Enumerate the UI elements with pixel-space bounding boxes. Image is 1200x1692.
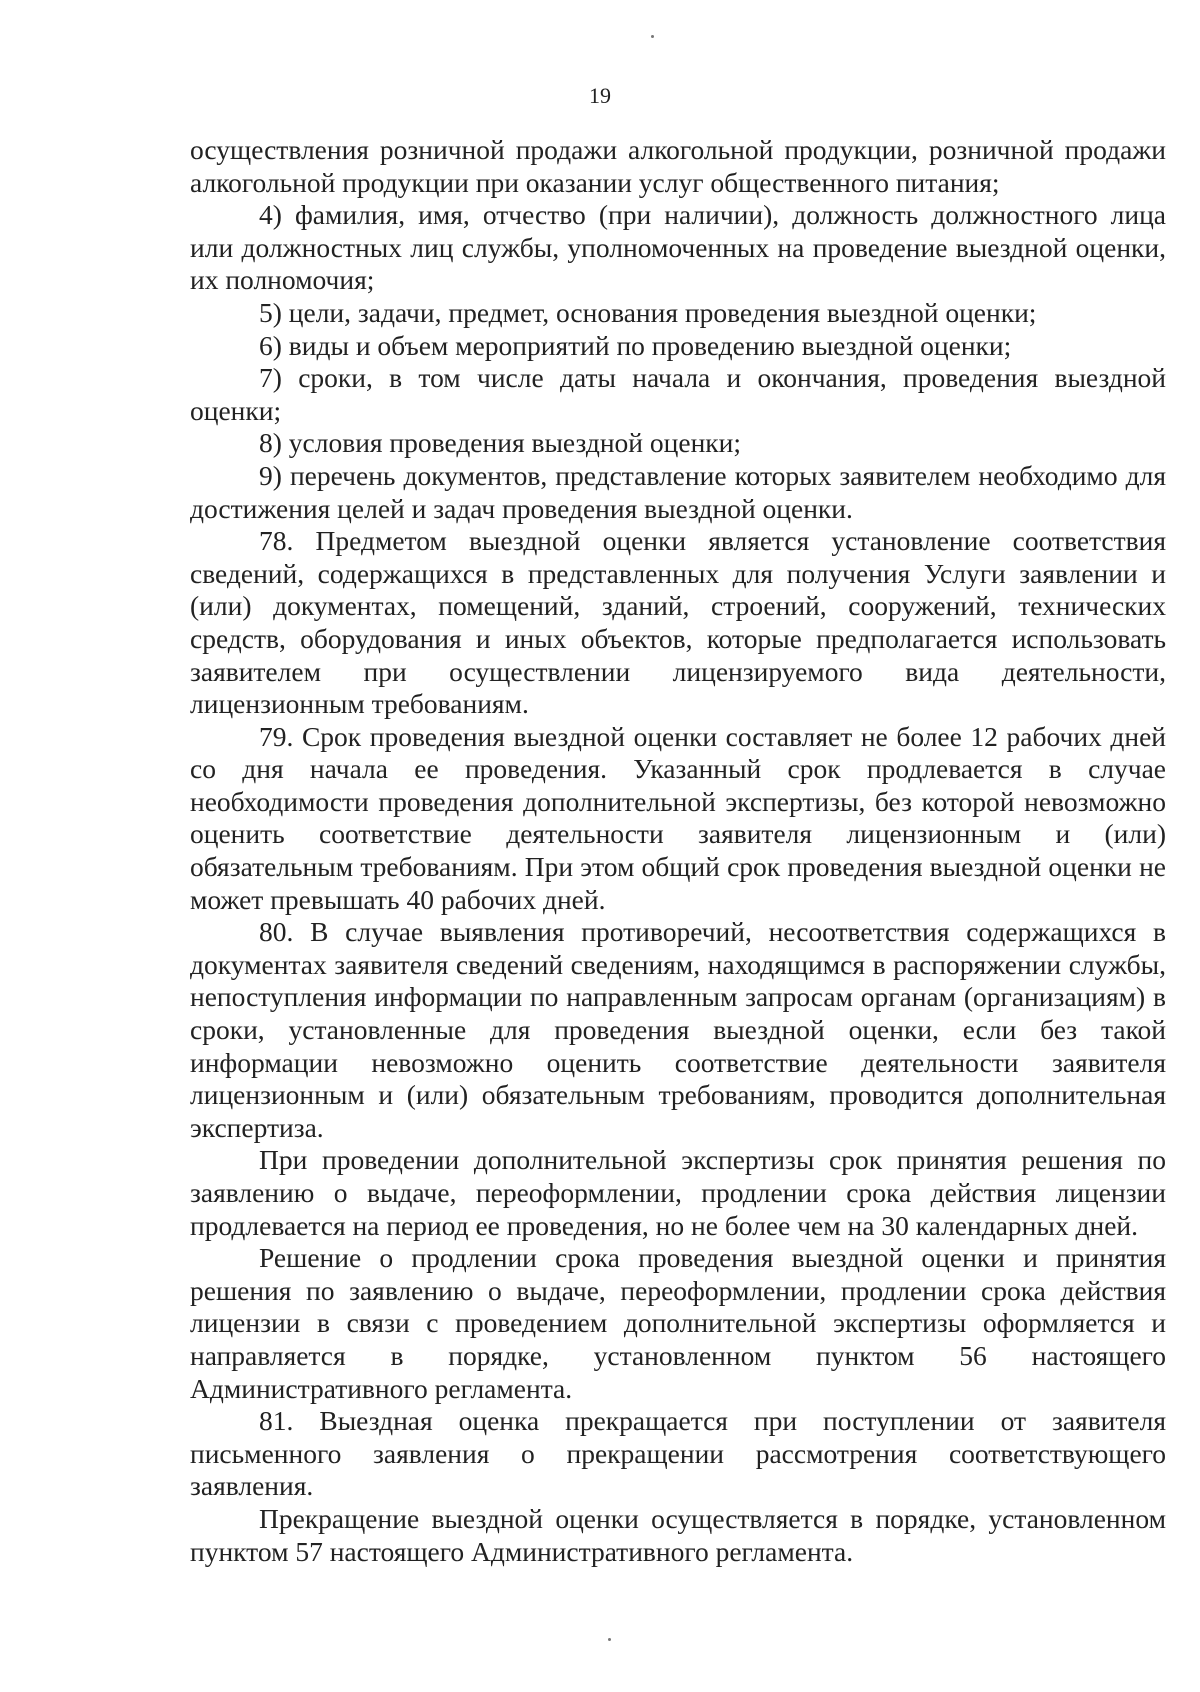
paragraph-80: 80. В случае выявления противоречий, несоответствия содержащихся в документах заявителя сведений сведениям, находящимся в распоряжении службы, непоступления информации по направленным запросам органам (организациям) в сроки, установленные для проведения выездной оценки, если без такой информации невозможно оценить соответствие деятельности заявителя лицензионным и (или) обязательным требованиям, проводится дополнительная экспертиза. [190,916,1166,1143]
list-item-5: 5) цели, задачи, предмет, основания проведения выездной оценки; [259,296,1037,328]
scan-speck [651,35,654,38]
scan-speck [608,1638,611,1641]
paragraph-81-termination: Прекращение выездной оценки осуществляется в порядке, установленном пунктом 57 настоящего Административного регламента. [190,1502,1166,1567]
document-body [190,134,1166,1568]
list-item-6: 6) виды и объем мероприятий по проведению выездной оценки; [259,329,1012,361]
paragraph-81: 81. Выездная оценка прекращается при поступлении от заявителя письменного заявления о прекращении рассмотрения соответствующего заявления. [190,1405,1166,1502]
paragraph-78: 78. Предметом выездной оценки является установление соответствия сведений, содержащихся в представленных для получения Услуги заявлении и (или) документах, помещений, зданий, строений, сооружений, технических средств, оборудования и иных объектов, которые предполагается использовать заявителем при осуществлении лицензируемого вида деятельности, лицензионным требованиям. [190,525,1166,720]
list-item-4: 4) фамилия, имя, отчество (при наличии), должность должностного лица или должностных лиц службы, уполномоченных на проведение выездной оценки, их полномочия; [190,199,1166,296]
paragraph-80-extension-decision: Решение о продлении срока проведения выездной оценки и принятия решения по заявлению о выдаче, переоформлении, продлении срока действия лицензии в связи с проведением дополнительной экспертизы оформляется и направляется в порядке, установленном пунктом 56 настоящего Административного регламента. [190,1242,1166,1404]
paragraph-80-additional-expertise: При проведении дополнительной экспертизы срок принятия решения по заявлению о выдаче, переоформлении, продлении срока действия лицензии продлевается на период ее проведения, но не более чем на 30 календарных дней. [190,1144,1166,1241]
list-item-8: 8) условия проведения выездной оценки; [259,427,742,459]
paragraph-continuation: осуществления розничной продажи алкогольной продукции, розничной продажи алкогольной продукции при оказании услуг общественного питания; [190,134,1166,198]
page-number: 19 [589,83,611,108]
paragraph-79: 79. Срок проведения выездной оценки составляет не более 12 рабочих дней со дня начала ее проведения. Указанный срок продлевается в случае необходимости проведения дополнительной экспертизы, без которой невозможно оценить соответствие деятельности заявителя лицензионным и (или) обязательным требованиям. При этом общий срок проведения выездной оценки не может превышать 40 рабочих дней. [190,720,1166,915]
list-item-9: 9) перечень документов, представление которых заявителем необходимо для достижения целей и задач проведения выездной оценки. [190,459,1166,524]
list-item-7: 7) сроки, в том числе даты начала и окончания, проведения выездной оценки; [190,362,1166,426]
